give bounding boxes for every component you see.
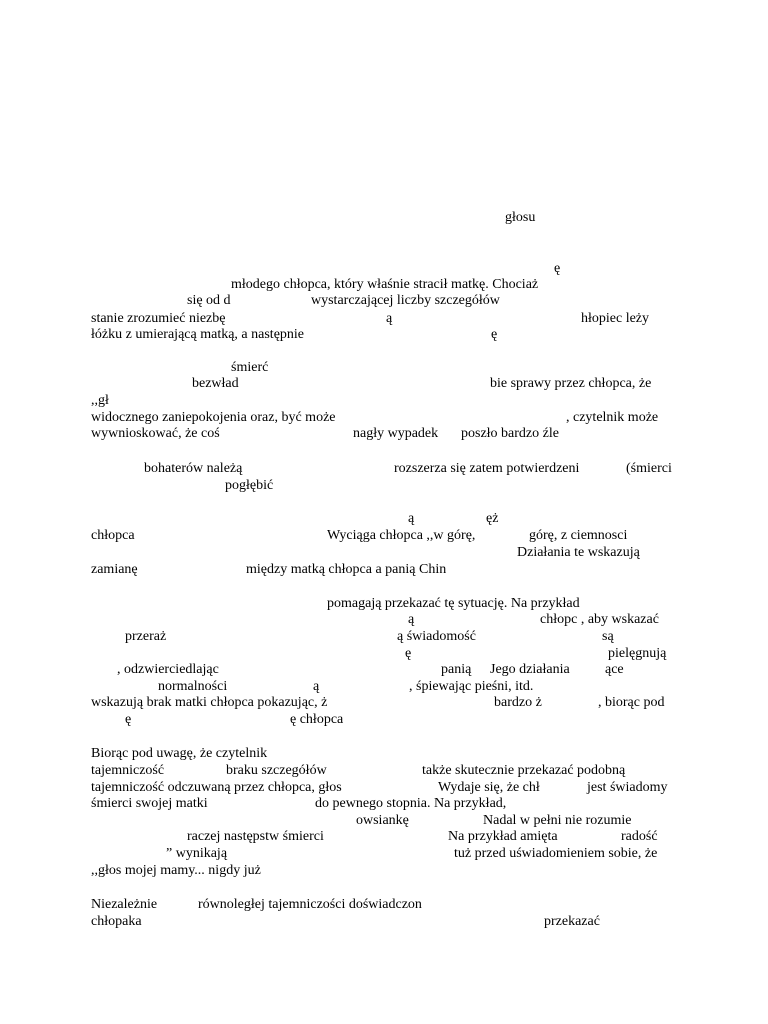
text-fragment: ące	[605, 662, 624, 677]
text-fragment: bohaterów należą	[144, 461, 243, 476]
text-fragment: między matką chłopca a panią Chin	[246, 562, 447, 577]
text-fragment: młodego chłopca, który właśnie stracił matkę. Chociaż	[231, 277, 539, 292]
text-fragment: wywnioskować, że coś	[91, 426, 220, 441]
text-fragment: ą świadomość	[397, 629, 476, 644]
text-fragment: panią	[441, 662, 472, 677]
text-fragment: rozszerza się zatem potwierdzeni	[394, 461, 580, 476]
text-fragment: tajemniczość	[91, 763, 165, 778]
text-fragment: , czytelnik może	[566, 410, 659, 425]
text-fragment: nagły wypadek	[353, 426, 439, 441]
text-fragment: są	[602, 629, 614, 644]
text-fragment: bezwład	[192, 376, 239, 391]
text-fragment: tajemniczość odczuwaną przez chłopca, głos	[91, 780, 342, 795]
text-fragment: (śmierci	[626, 461, 672, 476]
text-fragment: Nadal w pełni nie rozumie	[483, 813, 632, 828]
text-fragment: ę	[554, 261, 561, 276]
text-fragment: wskazują brak matki chłopca pokazując, ż	[91, 695, 328, 710]
text-fragment: , biorąc pod	[598, 695, 665, 710]
text-fragment: ą	[408, 612, 415, 627]
text-fragment: jest świadomy	[587, 780, 668, 795]
text-fragment: tuż przed uświadomieniem sobie, że	[454, 846, 658, 861]
text-fragment: pomagają przekazać tę sytuację. Na przykład	[327, 596, 580, 611]
text-fragment: równoległej tajemniczości doświadczon	[198, 897, 422, 912]
text-fragment: wystarczającej liczby szczegółów	[311, 293, 500, 308]
text-fragment: chłopc , aby wskazać	[540, 612, 659, 627]
text-fragment: ą	[408, 511, 415, 526]
text-fragment: Wyciąga chłopca ,,w górę,	[327, 528, 476, 543]
text-fragment: ą	[386, 311, 393, 326]
text-fragment: stanie zrozumieć niezbę	[91, 311, 226, 326]
text-fragment: Jego działania	[490, 662, 570, 677]
text-fragment: pogłębić	[225, 478, 274, 493]
text-fragment: także skutecznie przekazać podobną	[422, 763, 626, 778]
text-fragment: owsiankę	[356, 813, 409, 828]
text-fragment: braku szczegółów	[226, 763, 327, 778]
text-fragment: ,,głos mojej mamy... nigdy już	[91, 863, 261, 878]
text-fragment: zamianę	[91, 562, 138, 577]
text-fragment: przekazać	[544, 914, 600, 929]
text-fragment: bie sprawy przez chłopca, że	[490, 376, 652, 391]
text-fragment: Na przykład amięta	[448, 829, 558, 844]
text-fragment: do pewnego stopnia. Na przykład,	[315, 796, 507, 811]
text-fragment: radość	[621, 829, 658, 844]
text-fragment: Działania te wskazują	[517, 545, 640, 560]
text-fragment: ę chłopca	[290, 712, 344, 727]
text-fragment: chłopca	[91, 528, 135, 543]
text-fragment: bardzo ż	[494, 695, 542, 710]
text-fragment: ą	[313, 679, 320, 694]
text-fragment: widocznego zaniepokojenia oraz, być może	[91, 410, 336, 425]
text-fragment: głosu	[505, 210, 536, 225]
text-fragment: górę, z ciemnosci	[529, 528, 628, 543]
text-fragment: przeraż	[125, 629, 167, 644]
text-fragment: chłopaka	[91, 914, 142, 929]
text-fragment: hłopiec leży	[581, 311, 650, 326]
text-fragment: ęż	[486, 511, 499, 526]
text-fragment: ” wynikają	[166, 846, 228, 861]
text-fragment: łóżku z umierającą matką, a następnie	[91, 327, 305, 342]
text-fragment: śmierć	[231, 360, 269, 375]
text-fragment: Biorąc pod uwagę, że czytelnik	[91, 746, 268, 761]
text-fragment: poszło bardzo źle	[461, 426, 559, 441]
text-fragment: Wydaje się, że chł	[438, 780, 540, 795]
text-fragment: normalności	[158, 679, 228, 694]
text-fragment: śmierci swojej matki	[91, 796, 208, 811]
text-fragment: , śpiewając pieśni, itd.	[409, 679, 534, 694]
text-fragment: Niezależnie	[91, 897, 158, 912]
text-fragment: pielęgnują	[608, 646, 667, 661]
text-fragment: ę	[125, 712, 132, 727]
text-fragment: ę	[491, 327, 498, 342]
text-fragment: ,,gł	[91, 393, 109, 408]
text-fragment: się od d	[187, 293, 231, 308]
text-fragment: ę	[405, 646, 412, 661]
text-fragment: raczej następstw śmierci	[187, 829, 324, 844]
text-fragment: , odzwierciedlając	[117, 662, 219, 677]
